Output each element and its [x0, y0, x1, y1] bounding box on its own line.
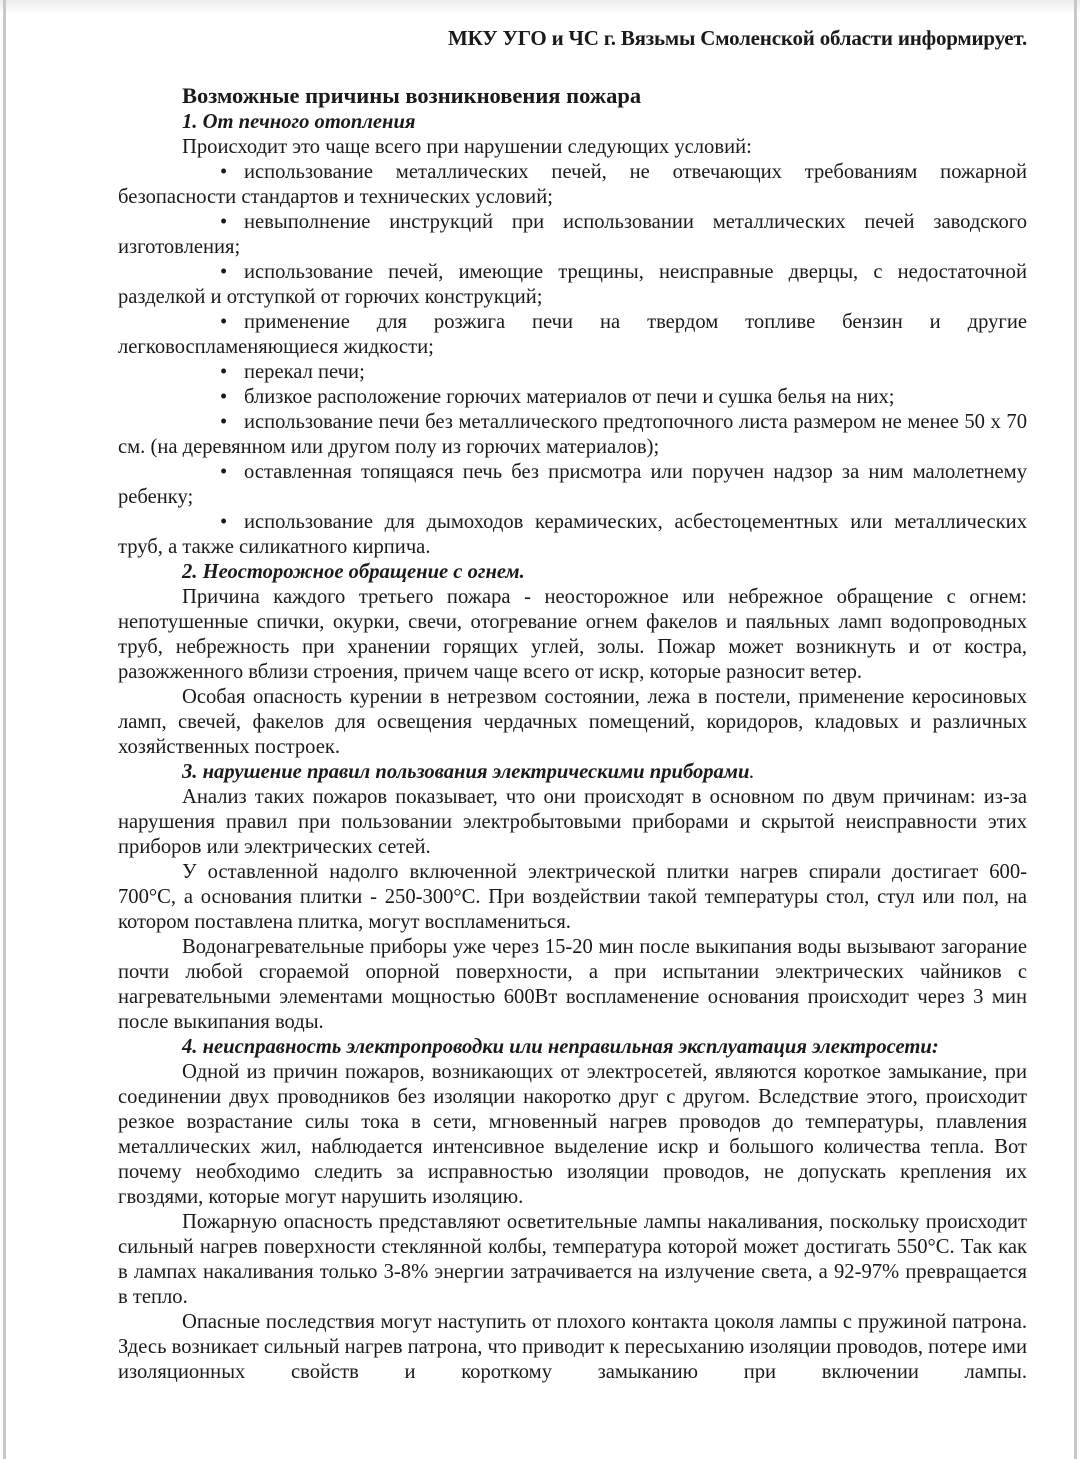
page-top-shadow: [0, 0, 1080, 14]
list-item: • перекал печи;: [220, 361, 365, 383]
paragraph: Анализ таких пожаров показывает, что они происходят в основном по двум причинам: из-за нарушения правил при пользовании электробытовыми приборами и скрытой неисправности этих приборов или электрических сетей.: [118, 786, 1027, 858]
bullet-icon: •: [220, 311, 228, 333]
paragraph: У оставленной надолго включенной электрической плитки нагрев спирали достигает 600-700°С, а основания плитки - 250-300°С. При воздействии такой температуры стол, стул или пол, на котором поставлена плитка, могут воспламениться.: [118, 861, 1027, 933]
section-intro: Происходит это чаще всего при нарушении следующих условий:: [182, 136, 752, 158]
document-title: Возможные причины возникновения пожара: [182, 83, 642, 108]
paragraph: Причина каждого третьего пожара - неосторожное или небрежное обращение с огнем: непотушенные спички, окурки, свечи, отогревание огнем факелов и паяльных ламп водопроводных труб, небрежность при хранении горящих углей, золы. Пожар может возникнуть и от костра, разожженного вблизи строения, причем чаще всего от искр, которые разносит ветер.: [118, 586, 1027, 683]
section-stove-heating: [118, 110, 1027, 560]
list-item: • использование металлических печей, не отвечающих требованиям пожарной безопасности стандартов и технических условий;: [118, 161, 1027, 208]
list-item: • использование печи без металлического предтопочного листа размером не менее 50 x 70 см. (на деревянном или другом полу из горючих материалов);: [118, 411, 1027, 458]
bullet-icon: •: [220, 386, 228, 408]
list-item: • применение для розжига печи на твердом топливе бензин и другие легковоспламеняющиеся жидкости;: [118, 311, 1027, 358]
section-heading: 3. нарушение правил пользования электрическими приборами.: [182, 761, 755, 783]
bullet-icon: •: [220, 461, 228, 483]
page-left-edge: [3, 0, 6, 1459]
section-faulty-wiring: [118, 1035, 1027, 1385]
paragraph: Особая опасность курении в нетрезвом состоянии, лежа в постели, применение керосиновых ламп, свечей, факелов для освещения чердачных помещений, коридоров, кладовых и различных хозяйственных построек.: [118, 686, 1027, 758]
page-right-edge: [1074, 0, 1077, 1459]
list-item: • оставленная топящаяся печь без присмотра или поручен надзор за ним малолетнему ребенку;: [118, 461, 1027, 508]
document-body: [118, 82, 1027, 1385]
paragraph: Пожарную опасность представляют осветительные лампы накаливания, поскольку происходит сильный нагрев поверхности стеклянной колбы, температура которой может достигать 550°С. Так как в лампах накаливания только 3-8% энергии затрачивается на излучение света, а 92-97% превращается в тепло.: [118, 1211, 1027, 1308]
list-item: • использование печей, имеющие трещины, неисправные дверцы, с недостаточной разделкой и отступкой от горючих конструкций;: [118, 261, 1027, 308]
section-heading: 2. Неосторожное обращение с огнем.: [182, 561, 525, 583]
document-header: МКУ УГО и ЧС г. Вязьмы Смоленской области информирует.: [448, 26, 1027, 50]
bullet-list: [118, 160, 1027, 560]
bullet-icon: •: [220, 361, 228, 383]
paragraph: Водонагревательные приборы уже через 15-20 мин после выкипания воды вызывают загорание почти любой сгораемой опорной поверхности, а при испытании электрических чайников с нагревательными элементами мощностью 600Вт воспламенение основания происходит через 3 мин после выкипания воды.: [118, 936, 1027, 1033]
bullet-icon: •: [220, 411, 228, 433]
list-item: • невыполнение инструкций при использовании металлических печей заводского изготовления;: [118, 211, 1027, 258]
section-electrical-appliances: [118, 760, 1027, 1035]
bullet-icon: •: [220, 161, 228, 183]
section-heading: 1. От печного отопления: [182, 111, 416, 133]
bullet-icon: •: [220, 261, 228, 283]
list-item: • использование для дымоходов керамических, асбестоцементных или металлических труб, а также силикатного кирпича.: [118, 511, 1027, 558]
list-item: • близкое расположение горючих материалов от печи и сушка белья на них;: [220, 386, 895, 408]
paragraph: Одной из причин пожаров, возникающих от электросетей, являются короткое замыкание, при соединении двух проводников без изоляции накоротко друг с другом. Вследствие этого, происходит резкое возрастание силы тока в сети, мгновенный нагрев проводов до температуры, плавления металлических жил, наблюдается интенсивное выделение искр и большого количества тепла. Вот почему необходимо следить за исправностью изоляции проводов, не допускать крепления их гвоздями, которые могут нарушить изоляцию.: [118, 1061, 1027, 1208]
paragraph: Опасные последствия могут наступить от плохого контакта цоколя лампы с пружиной патрона. Здесь возникает сильный нагрев патрона, что приводит к пересыханию изоляции проводов, потере ими изоляционных свойств и короткому замыканию при включении лампы.: [118, 1311, 1027, 1383]
section-heading: 4. неисправность электропроводки или неправильная эксплуатация электросети:: [182, 1036, 939, 1058]
section-careless-fire-handling: [118, 560, 1027, 760]
bullet-icon: •: [220, 511, 228, 533]
bullet-icon: •: [220, 211, 228, 233]
